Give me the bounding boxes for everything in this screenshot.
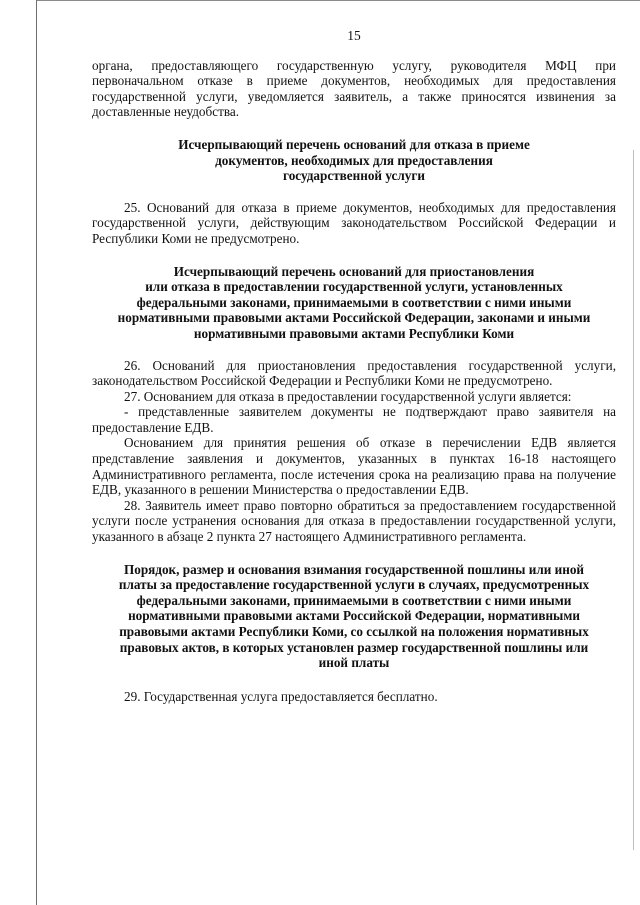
paragraph-26: 26. Оснований для приостановления предоставления государственной услуги, законодательством Российской Федерации и Республики Коми не предусмотрено. xyxy=(92,357,616,389)
section-fees xyxy=(92,562,616,705)
page-number: 15 xyxy=(347,28,361,43)
section-heading xyxy=(92,264,616,342)
heading-line: платы за предоставление государственной услуги в случаях, предусмотренных xyxy=(118,577,590,593)
paragraph-27-refusal-basis: Основанием для принятия решения об отказе в перечислении ЕДВ является представление заявления и документов, указанных в пунктах 16-18 настоящего Административного регламента, после истечения срока на реализацию права на получение ЕДВ, указанного в решении Министерства о предоставлении ЕДВ. xyxy=(92,435,616,498)
heading-line: Порядок, размер и основания взимания государственной пошлины или иной xyxy=(123,561,585,577)
paragraph-28: 28. Заявитель имеет право повторно обратиться за предоставлением государственной услуги после устранения основания для отказа в предоставлении государственной услуги, указанного в абзаце 2 пункта 27 настоящего Административного регламента. xyxy=(92,497,616,545)
heading-line: нормативными правовыми актами Республики Коми xyxy=(193,325,515,341)
heading-line: Исчерпывающий перечень оснований для отказа в приеме xyxy=(178,136,530,152)
heading-line: федеральными законами, принимаемыми в соответствии с ними иными xyxy=(136,592,572,608)
paragraph-27: 27. Основанием для отказа в предоставлении государственной услуги является: xyxy=(124,388,572,404)
intro-paragraph: органа, предоставляющего государственную услугу, руководителя МФЦ при первоначальном отказе в приеме документов, необходимых для предоставления государственной услуги, уведомляется заявитель, а также приносятся извинения за доставленные неудобства. xyxy=(92,57,616,120)
heading-line: государственной услуги xyxy=(283,168,425,184)
paragraph-25: 25. Оснований для отказа в приеме документов, необходимых для предоставления государственной услуги, действующим законодательством Российской Федерации и Республики Коми не предусмотрено. xyxy=(92,199,616,246)
heading-line: документов, необходимых для предоставления xyxy=(215,152,493,168)
section-heading xyxy=(92,137,616,184)
heading-line: или отказа в предоставлении государственной услуги, установленных xyxy=(145,279,563,295)
section-heading xyxy=(92,562,616,671)
document-page xyxy=(92,28,616,704)
section-no-refusal-acceptance xyxy=(92,137,616,247)
heading-line: правовых актов, в которых установлен размер государственной пошлины или xyxy=(119,639,589,655)
heading-line: нормативными правовыми актами Российской Федерации, законами и иными xyxy=(117,310,591,326)
heading-line: нормативными правовыми актами Российской Федерации, нормативными xyxy=(128,608,580,624)
scan-edge-right xyxy=(633,150,634,850)
paragraph-27-item: - представленные заявителем документы не подтверждают право заявителя на предоставление ЕДВ. xyxy=(92,404,616,435)
paragraph-29: 29. Государственная услуга предоставляется бесплатно. xyxy=(124,688,438,704)
scan-edge-top xyxy=(36,0,640,1)
scan-edge-left xyxy=(36,0,37,905)
heading-line: правовыми актами Республики Коми, со ссылкой на положения нормативных xyxy=(119,624,589,639)
heading-line: Исчерпывающий перечень оснований для приостановления xyxy=(173,263,535,279)
heading-line: иной платы xyxy=(318,655,390,671)
section-suspension-refusal xyxy=(92,264,616,545)
heading-line: федеральными законами, принимаемыми в соответствии с ними иными xyxy=(136,294,572,310)
